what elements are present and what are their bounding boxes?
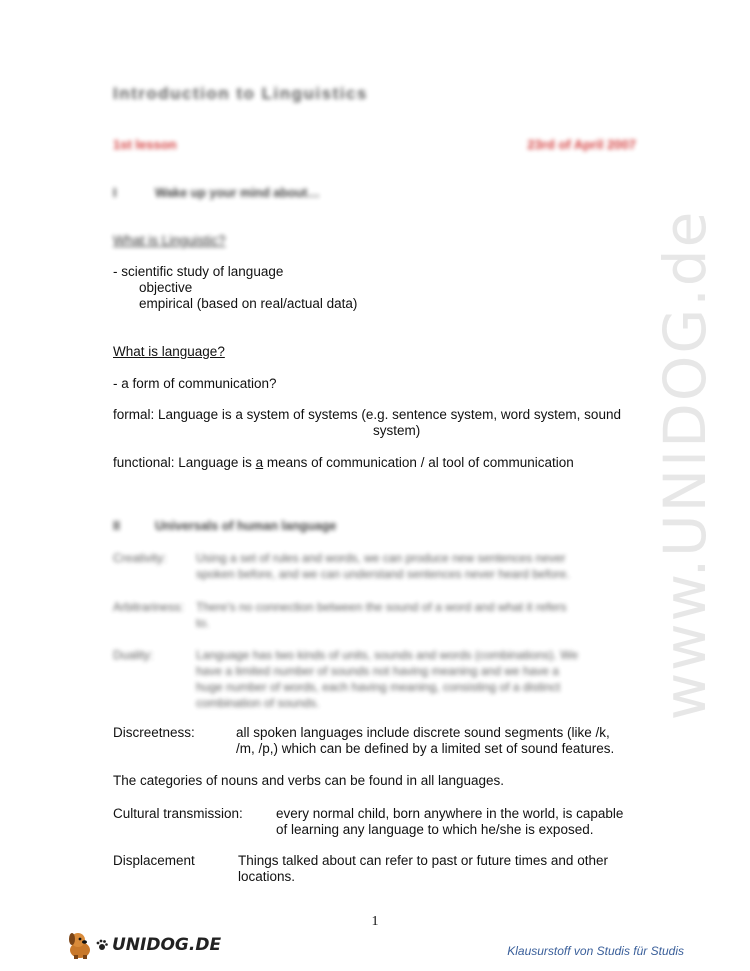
- term-displacement: Displacement: [113, 853, 195, 868]
- arbitrariness-text-1: There's no connection between the sound of a word and what it refers: [196, 600, 567, 614]
- unidog-logo: [66, 928, 221, 962]
- paw-icon: [96, 939, 108, 951]
- watermark-text: www.UNIDOG.de: [651, 209, 719, 721]
- term-discreteness: Discreetness:: [113, 725, 195, 740]
- discreteness-text-1: all spoken languages include discrete sound segments (like /k,: [236, 725, 610, 740]
- duality-text-1: Language has two kinds of units, sounds and words (combinations). We: [196, 648, 578, 662]
- term-arbitrariness: Arbitrariness:: [113, 600, 184, 614]
- arbitrariness-text-2: to.: [196, 616, 210, 630]
- duality-text-3: huge number of words, each having meaning, consisting of a distinct: [196, 680, 561, 694]
- question-language: What is language?: [113, 344, 225, 359]
- question-linguistic: What is Linguistic?: [113, 233, 226, 248]
- section2-heading: Universals of human language: [155, 519, 337, 533]
- term-cultural-transmission: Cultural transmission:: [113, 806, 243, 821]
- term-duality: Duality:: [113, 648, 154, 662]
- footer-tagline: Klausurstoff von Studis für Studis: [507, 944, 684, 958]
- formal-definition-line1: formal: Language is a system of systems (e.g. sentence system, word system, sound: [113, 407, 621, 422]
- language-def-1: - a form of communication?: [113, 376, 277, 391]
- section1-number: I: [113, 186, 117, 200]
- creativity-text-1: Using a set of rules and words, we can produce new sentences never: [196, 551, 566, 565]
- brand-name: UNIDOG.DE: [112, 935, 222, 955]
- section2-number: II: [113, 519, 120, 533]
- duality-text-2: have a limited number of sounds not having meaning and we have a: [196, 664, 559, 678]
- dog-mascot-icon: [66, 930, 94, 960]
- term-creativity: Creativity:: [113, 551, 167, 565]
- creativity-text-2: spoken before, and we can understand sentences never heard before.: [196, 567, 570, 581]
- watermark: [625, 209, 745, 721]
- functional-definition: functional: Language is a means of communication / al tool of communication: [113, 455, 574, 470]
- cultural-transmission-text-1: every normal child, born anywhere in the world, is capable: [276, 806, 624, 821]
- formal-definition-line2: system): [373, 423, 421, 438]
- page-number: 1: [371, 914, 379, 929]
- section1-heading: Wake up your mind about…: [155, 186, 320, 200]
- displacement-text-1: Things talked about can refer to past or future times and other: [238, 853, 608, 868]
- linguistic-def-2: objective: [139, 280, 193, 295]
- discreteness-text-2: /m, /p,) which can be defined by a limited set of sound features.: [236, 741, 615, 756]
- linguistic-def-1: - scientific study of language: [113, 264, 284, 279]
- displacement-text-2: locations.: [238, 869, 296, 884]
- categories-line: The categories of nouns and verbs can be found in all languages.: [113, 773, 505, 788]
- cultural-transmission-text-2: of learning any language to which he/she is exposed.: [276, 822, 594, 837]
- document-title: Introduction to Linguistics: [113, 84, 368, 103]
- lesson-date: 23rd of April 2007: [527, 137, 636, 152]
- linguistic-def-3: empirical (based on real/actual data): [139, 296, 358, 311]
- duality-text-4: combination of sounds.: [196, 696, 320, 710]
- lesson-label: 1st lesson: [113, 137, 177, 152]
